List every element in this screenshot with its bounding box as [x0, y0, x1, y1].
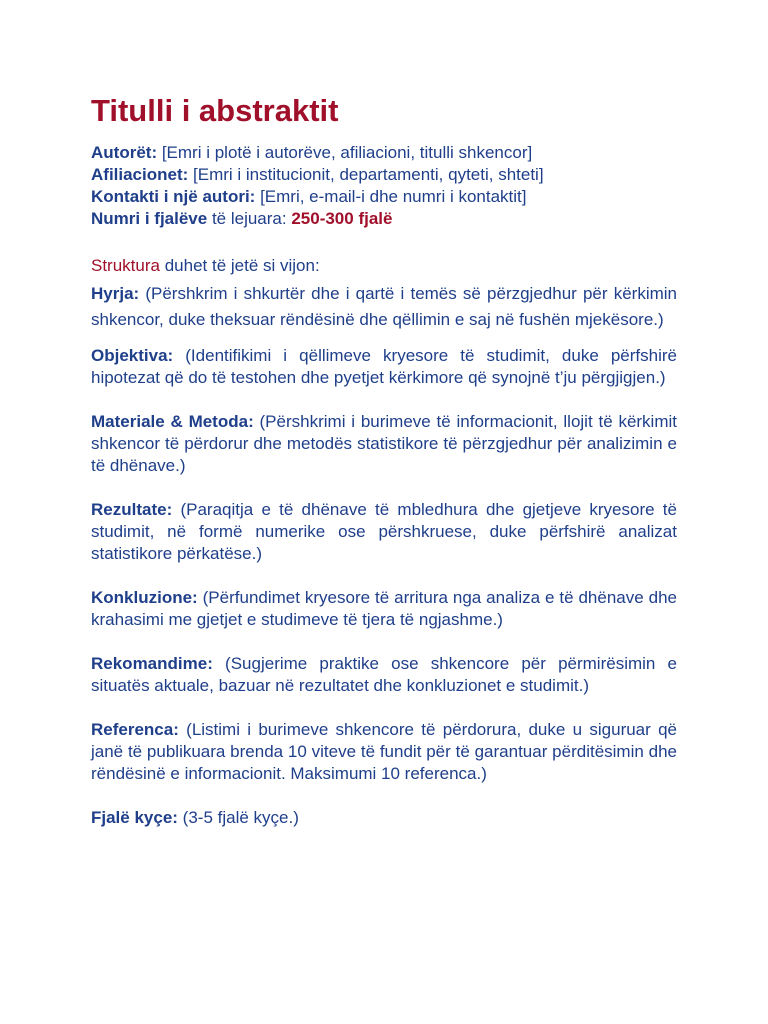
- contact-line: [91, 186, 677, 208]
- contact-value: [Emri, e-mail-i dhe numri i kontaktit]: [255, 187, 527, 206]
- page-title: Titulli i abstraktit: [91, 93, 339, 128]
- section-keywords: [91, 807, 677, 829]
- document-page: [91, 92, 677, 829]
- section-conclusions-label: Konkluzione:: [91, 588, 198, 607]
- section-conclusions-text: (Përfundimet kryesore të arritura nga analiza e të dhënave dhe krahasimi me gjetjet e studimeve të tjera të ngjashme.): [91, 588, 677, 629]
- section-results-label: Rezultate:: [91, 500, 173, 519]
- structure-text: duhet të jetë si vijon:: [159, 256, 320, 275]
- section-objectives: [91, 345, 677, 389]
- section-intro: [91, 281, 677, 333]
- section-conclusions: [91, 587, 677, 631]
- section-methods-text: (Përshkrimi i burimeve të informacionit, llojit të kërkimit shkencor të përdorur dhe metodës statistikore të përzgjedhur për analizimin e të dhënave.): [91, 412, 677, 475]
- structure-line: [91, 255, 677, 277]
- affiliations-line: [91, 164, 677, 186]
- section-intro-label: Hyrja:: [91, 284, 140, 303]
- section-objectives-text: (Identifikimi i qëllimeve kryesore të studimit, duke përfshirë hipotezat që do të testohen dhe pyetjet kërkimore që synojnë t’ju përgjigjen.): [91, 346, 677, 387]
- section-recommendations: [91, 653, 677, 697]
- section-keywords-label: Fjalë kyçe:: [91, 808, 178, 827]
- authors-line: [91, 142, 677, 164]
- wordcount-label: Numri i fjalëve: [91, 209, 208, 228]
- affiliations-label: Afiliacionet:: [91, 165, 189, 184]
- section-results-text: (Paraqitja e të dhënave të mbledhura dhe gjetjeve kryesore të studimit, në formë numerike ose përshkruese, duke përfshirë analizat statistikore përkatëse.): [91, 500, 677, 563]
- section-objectives-label: Objektiva:: [91, 346, 174, 365]
- section-references-label: Referenca:: [91, 720, 179, 739]
- wordcount-line: [91, 208, 677, 230]
- section-methods-label: Materiale & Metoda:: [91, 412, 254, 431]
- affiliations-value: [Emri i institucionit, departamenti, qyteti, shteti]: [188, 165, 544, 184]
- section-intro-text: (Përshkrim i shkurtër dhe i qartë i temës së përzgjedhur për kërkimin shkencor, duke theksuar rëndësinë dhe qëllimin e saj në fushën mjekësore.): [91, 284, 677, 329]
- section-keywords-text: (3-5 fjalë kyçe.): [177, 808, 299, 827]
- section-recommendations-text: (Sugjerime praktike ose shkencore për përmirësimin e situatës aktuale, bazuar në rezultatet dhe konkluzionet e studimit.): [91, 654, 677, 695]
- structure-label: Struktura: [91, 256, 160, 275]
- section-references-text: (Listimi i burimeve shkencore të përdorura, duke u siguruar që janë të publikuara brenda 10 viteve të fundit për të garantuar përditësimin dhe rëndësinë e informacionit. Maksimumi 10 referenca.): [91, 720, 677, 783]
- authors-label: Autorët:: [91, 143, 158, 162]
- section-methods: [91, 411, 677, 477]
- section-recommendations-label: Rekomandime:: [91, 654, 213, 673]
- authors-value: [Emri i plotë i autorëve, afiliacioni, titulli shkencor]: [157, 143, 533, 162]
- section-results: [91, 499, 677, 565]
- wordcount-value: 250-300 fjalë: [291, 209, 393, 228]
- section-references: [91, 719, 677, 785]
- wordcount-mid: të lejuara:: [207, 209, 292, 228]
- contact-label: Kontakti i një autori:: [91, 187, 256, 206]
